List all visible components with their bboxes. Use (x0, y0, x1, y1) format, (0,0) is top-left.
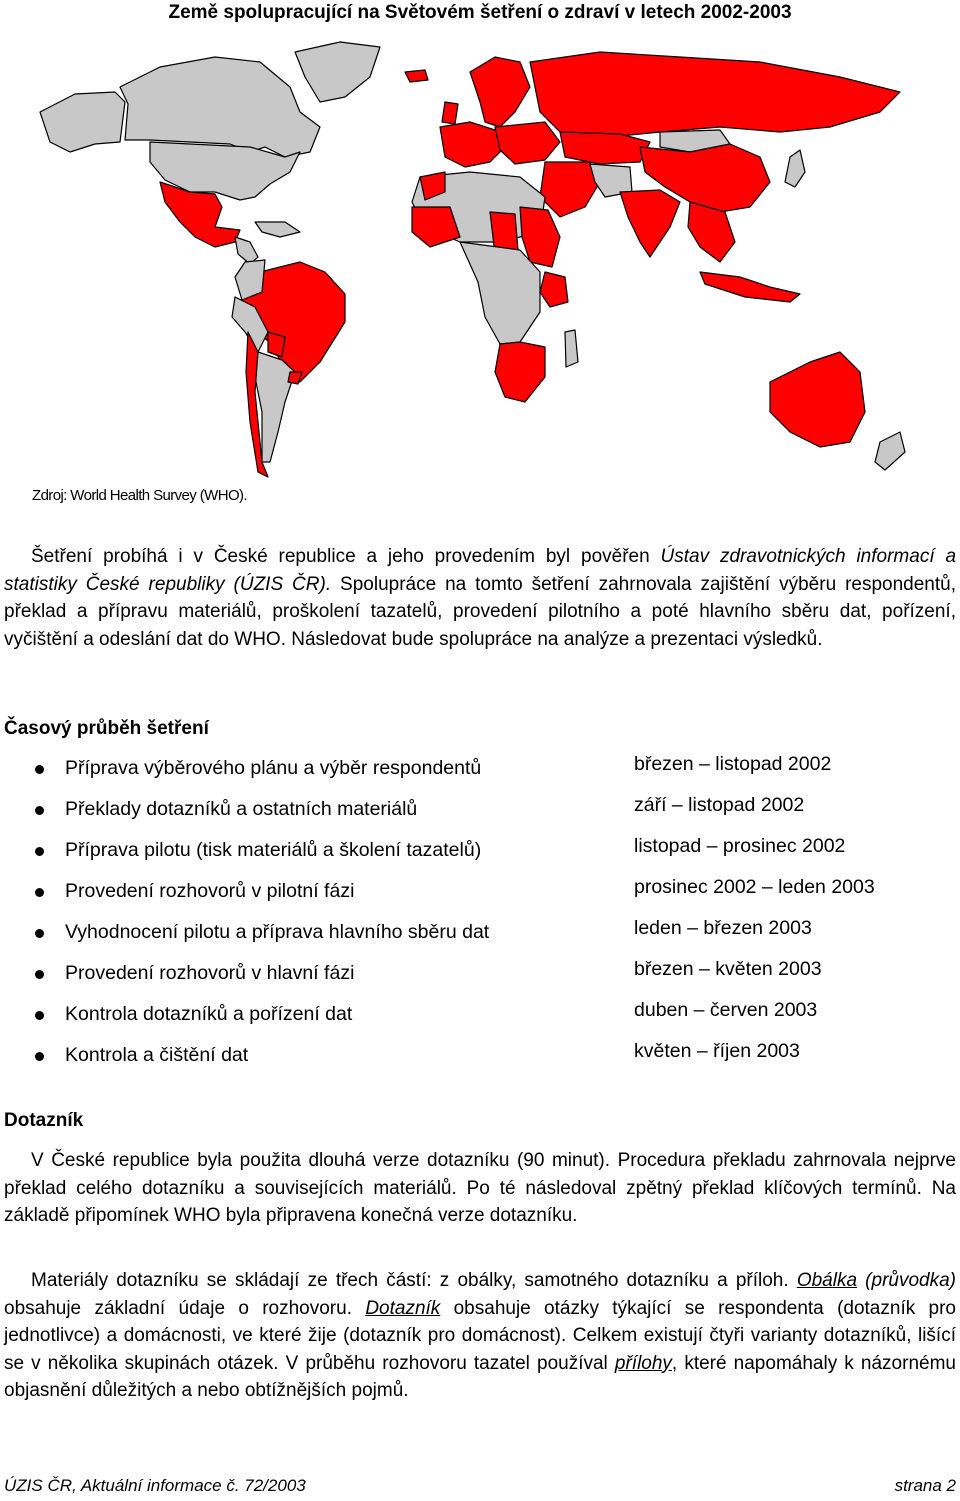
bullet-icon (35, 970, 44, 979)
map-alaska (40, 92, 125, 152)
questionnaire-paragraph-1: V České republice byla použita dlouhá verze dotazníku (90 minut). Procedura překladu zahrnovala nejprve překlad celého dotazníku a souvisejících materiálů. Po té následoval zpětný překlad klíčových termínů. Na základě připomínek WHO byla připravena konečná verze dotazníku. (4, 1150, 956, 1226)
map-paraguay (268, 332, 285, 357)
world-map (0, 32, 960, 482)
list-item: Příprava pilotu (tisk materiálů a školení tazatelů) listopad – prosinec 2002 (0, 839, 960, 869)
questionnaire-heading: Dotazník (4, 1110, 84, 1131)
list-item: Provedení rozhovorů v hlavní fázi březen – květen 2003 (0, 962, 960, 992)
list-item: Kontrola dotazníků a pořízení dat duben – červen 2003 (0, 1003, 960, 1033)
map-greenland (295, 42, 380, 102)
bullet-icon (35, 1011, 44, 1020)
map-scandinavia (470, 57, 530, 127)
list-item: Provedení rozhovorů v pilotní fázi prosinec 2002 – leden 2003 (0, 880, 960, 910)
footer-left: ÚZIS ČR, Aktuální informace č. 72/2003 (4, 1476, 306, 1495)
map-southern-africa (495, 342, 545, 402)
map-source: Zdroj: World Health Survey (WHO). (32, 487, 247, 504)
map-russia (530, 52, 900, 137)
map-countries (40, 42, 905, 477)
map-madagascar (565, 330, 578, 367)
map-europe-east (495, 122, 560, 164)
questionnaire-paragraph-2: Materiály dotazníku se skládají ze třech částí: z obálky, samotného dotazníku a příloh. Obálka (průvodka) obsahuje základní údaje o rozhovoru. Dotazník obsahuje otázky týkající se respondenta (dotazník pro jednotlivce) a domácnosti, ve které žije (dotazník pro domácnost). Celkem existují čtyři varianty dotazníků, lišící se v několika skupinách otázek. V průběhu rozhovoru tazatel používal přílohy, které napomáhaly k názornému objasnění důležitých a nebo obtížnějších pojmů. (4, 1270, 957, 1401)
map-argentina (255, 352, 295, 462)
list-item: Překlady dotazníků a ostatních materiálů září – listopad 2002 (0, 798, 960, 828)
bullet-icon (35, 847, 44, 856)
map-indonesia (700, 272, 800, 302)
map-middle-east (540, 162, 600, 217)
map-kazakhstan (560, 132, 650, 164)
page-number: strana 2 (894, 1476, 956, 1495)
bullet-icon (35, 888, 44, 897)
map-uk (442, 102, 458, 124)
map-australia (770, 352, 865, 447)
map-iceland (405, 70, 428, 82)
map-india (620, 190, 680, 257)
list-item: Kontrola a čištění dat květen – říjen 2003 (0, 1044, 960, 1074)
map-japan (785, 150, 805, 187)
bullet-icon (35, 929, 44, 938)
bullet-icon (35, 765, 44, 774)
bullet-icon (35, 806, 44, 815)
page-title: Země spolupracující na Světovém šetření o zdraví v letech 2002-2003 (168, 2, 792, 23)
bullet-icon (35, 1052, 44, 1061)
map-new-zealand (875, 432, 905, 470)
list-item: Vyhodnocení pilotu a příprava hlavního sběru dat leden – březen 2003 (0, 921, 960, 951)
page-footer (4, 1476, 956, 1496)
intro-paragraph: Šetření probíhá i v České republice a jeho provedením byl pověřen Ústav zdravotnických informací a statistiky České republiky (ÚZIS ČR). Spolupráce na tomto šetření zahrnovala zajištění výběru respondentů, překlad a přípravu materiálů, proškolení tazatelů, provedení pilotního a poté hlavního sběru dat, pořízení, vyčištění a odeslání dat do WHO. Následovat bude spolupráce na analýze a prezentaci výsledků. (4, 546, 957, 650)
map-kenya (540, 272, 568, 307)
map-caribbean (255, 222, 300, 237)
schedule-heading: Časový průběh šetření (4, 718, 209, 739)
list-item: Příprava výběrového plánu a výběr respondentů březen – listopad 2002 (0, 757, 960, 787)
map-central-america (235, 237, 258, 264)
